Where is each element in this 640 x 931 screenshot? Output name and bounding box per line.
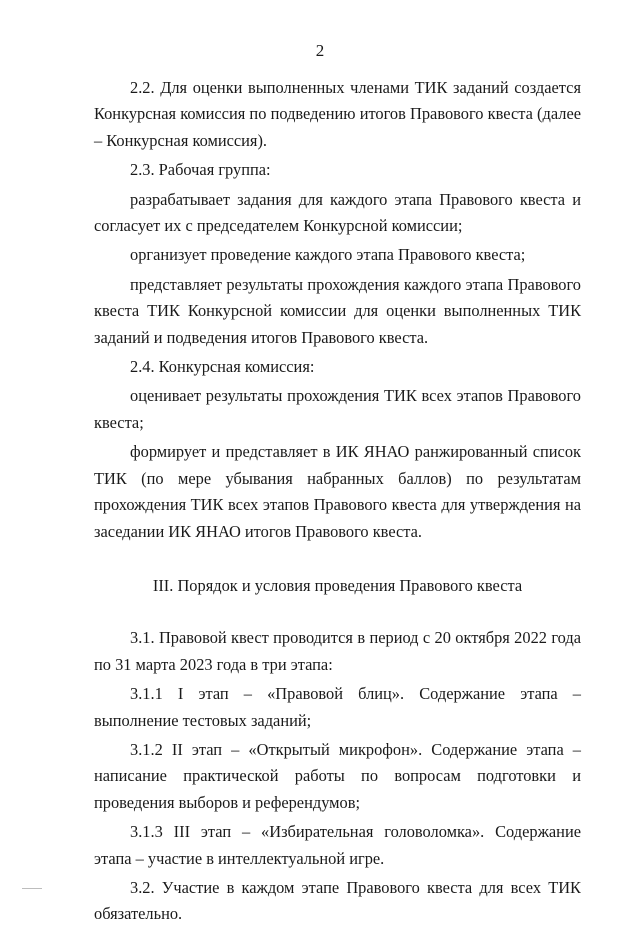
paragraph-3-1-1: 3.1.1 I этап – «Правовой блиц». Содержание этапа – выполнение тестовых заданий; [94,684,581,730]
paragraph-3-2: 3.2. Участие в каждом этапе Правового квеста для всех ТИК обязательно. [94,877,581,924]
section-heading: III. Порядок и условия проведения Правового квеста [152,575,523,595]
paragraph-3-1-3: 3.1.3 III этап – «Избирательная головоломка». Содержание этапа – участие в интеллектуальной игре. [94,822,581,868]
paragraph-2-3-item-2: организует проведение каждого этапа Правового квеста; [130,245,526,265]
paragraph-2-2: 2.2. Для оценки выполненных членами ТИК заданий создается Конкурсная комиссия по подведению итогов Правового квеста (далее – Конкурсная комиссия). [94,78,581,150]
paragraph-3-1: 3.1. Правовой квест проводится в период с 20 октября 2022 года по 31 марта 2023 года в три этапа: [94,628,581,674]
paragraph-3-1-2: 3.1.2 II этап – «Открытый микрофон». Содержание этапа – написание практической работы по вопросам подготовки и проведения выборов и референдумов; [94,739,581,812]
paragraph-2-3-item-3: представляет результаты прохождения каждого этапа Правового квеста ТИК Конкурсной комиссии для оценки выполненных ТИК заданий и подведения итогов Правового квеста. [94,274,581,347]
paragraph-2-4-item-2: формирует и представляет в ИК ЯНАО ранжированный список ТИК (по мере убывания набранных баллов) по результатам прохождения ТИК всех этапов Правового квеста для утверждения на заседании ИК ЯНАО итогов Правового квеста. [94,442,581,541]
paragraph-2-3: 2.3. Рабочая группа: [130,160,271,180]
paragraph-2-4: 2.4. Конкурсная комиссия: [130,357,315,377]
scan-edge-mark [22,888,42,889]
document-body [94,75,581,931]
paragraph-2-4-item-1: оценивает результаты прохождения ТИК всех этапов Правового квеста; [94,386,581,432]
paragraph-2-3-item-1: разрабатывает задания для каждого этапа Правового квеста и согласует их с председателем Конкурсной комиссии; [94,189,581,236]
page-number: 2 [315,41,325,60]
